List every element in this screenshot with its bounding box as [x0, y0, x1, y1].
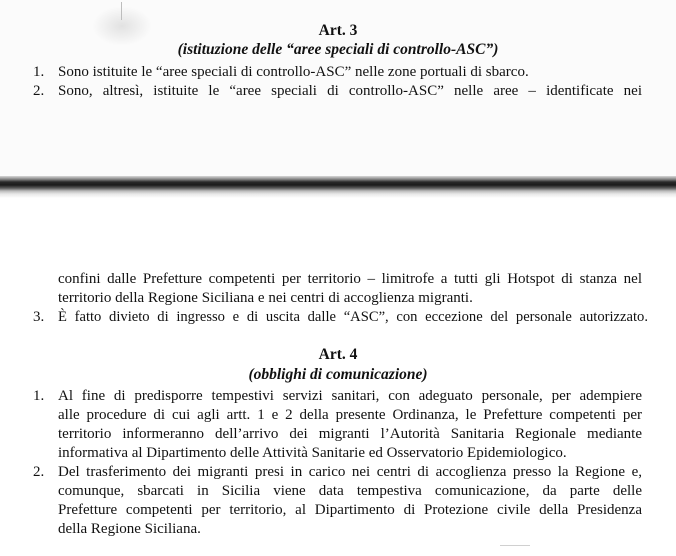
art4-item2-line2: comunque, sbarcati in Sicilia viene data tempestiva comunicazione, da parte delle	[58, 483, 642, 499]
art3-item3-line1: È fatto divieto di ingresso e di uscita dalle “ASC”, con eccezione del personale autorizzato.	[58, 309, 648, 325]
art4-item1-line4: informativa al Dipartimento delle Attività Sanitarie ed Osservatorio Epidemiologico.	[58, 445, 567, 461]
art3-item3-number: 3.	[33, 309, 45, 325]
art4-item1-line3: territorio informeranno dell’arrivo dei migranti l’Autorità Sanitaria Regionale mediante	[58, 426, 642, 442]
art3-title: Art. 3	[318, 22, 358, 39]
scan-mark	[121, 2, 122, 20]
art4-item1-line2: alle procedure di cui agli artt. 1 e 2 della presente Ordinanza, le Prefetture competenti per	[58, 407, 642, 423]
art4-item2-line3: Prefetture competenti per territorio, al Dipartimento di Protezione civile della Presidenza	[58, 502, 642, 518]
scan-edge-band	[0, 176, 676, 198]
art4-title: Art. 4	[318, 346, 358, 363]
art3-subtitle: (istituzione delle “aree speciali di controllo-ASC”)	[177, 41, 499, 58]
art3-item2-line1: Sono, altresì, istituite le “aree speciali di controllo-ASC” nelle aree – identificate nei	[58, 83, 642, 99]
art4-item1-number: 1.	[33, 388, 45, 404]
scan-speck	[500, 545, 530, 546]
art3-item2-line3: territorio della Regione Siciliana e nei centri di accoglienza migranti.	[58, 290, 473, 306]
art4-item1-line1: Al fine di predisporre tempestivi servizi sanitari, con adeguato personale, per adempiere	[58, 388, 642, 404]
art4-item2-line1: Del trasferimento dei migranti presi in carico nei centri di accoglienza presso la Regione e,	[58, 464, 642, 480]
art3-item2-number: 2.	[33, 83, 45, 99]
art4-subtitle: (obblighi di comunicazione)	[248, 366, 428, 383]
art4-item2-number: 2.	[33, 464, 45, 480]
art3-item1-line1: Sono istituite le “aree speciali di controllo-ASC” nelle zone portuali di sbarco.	[58, 64, 529, 80]
art4-item2-line4: della Regione Siciliana.	[58, 521, 201, 537]
art3-item1-number: 1.	[33, 64, 45, 80]
art3-item2-line2: confini dalle Prefetture competenti per territorio – limitrofe a tutti gli Hotspot di stanza nel	[58, 271, 642, 287]
